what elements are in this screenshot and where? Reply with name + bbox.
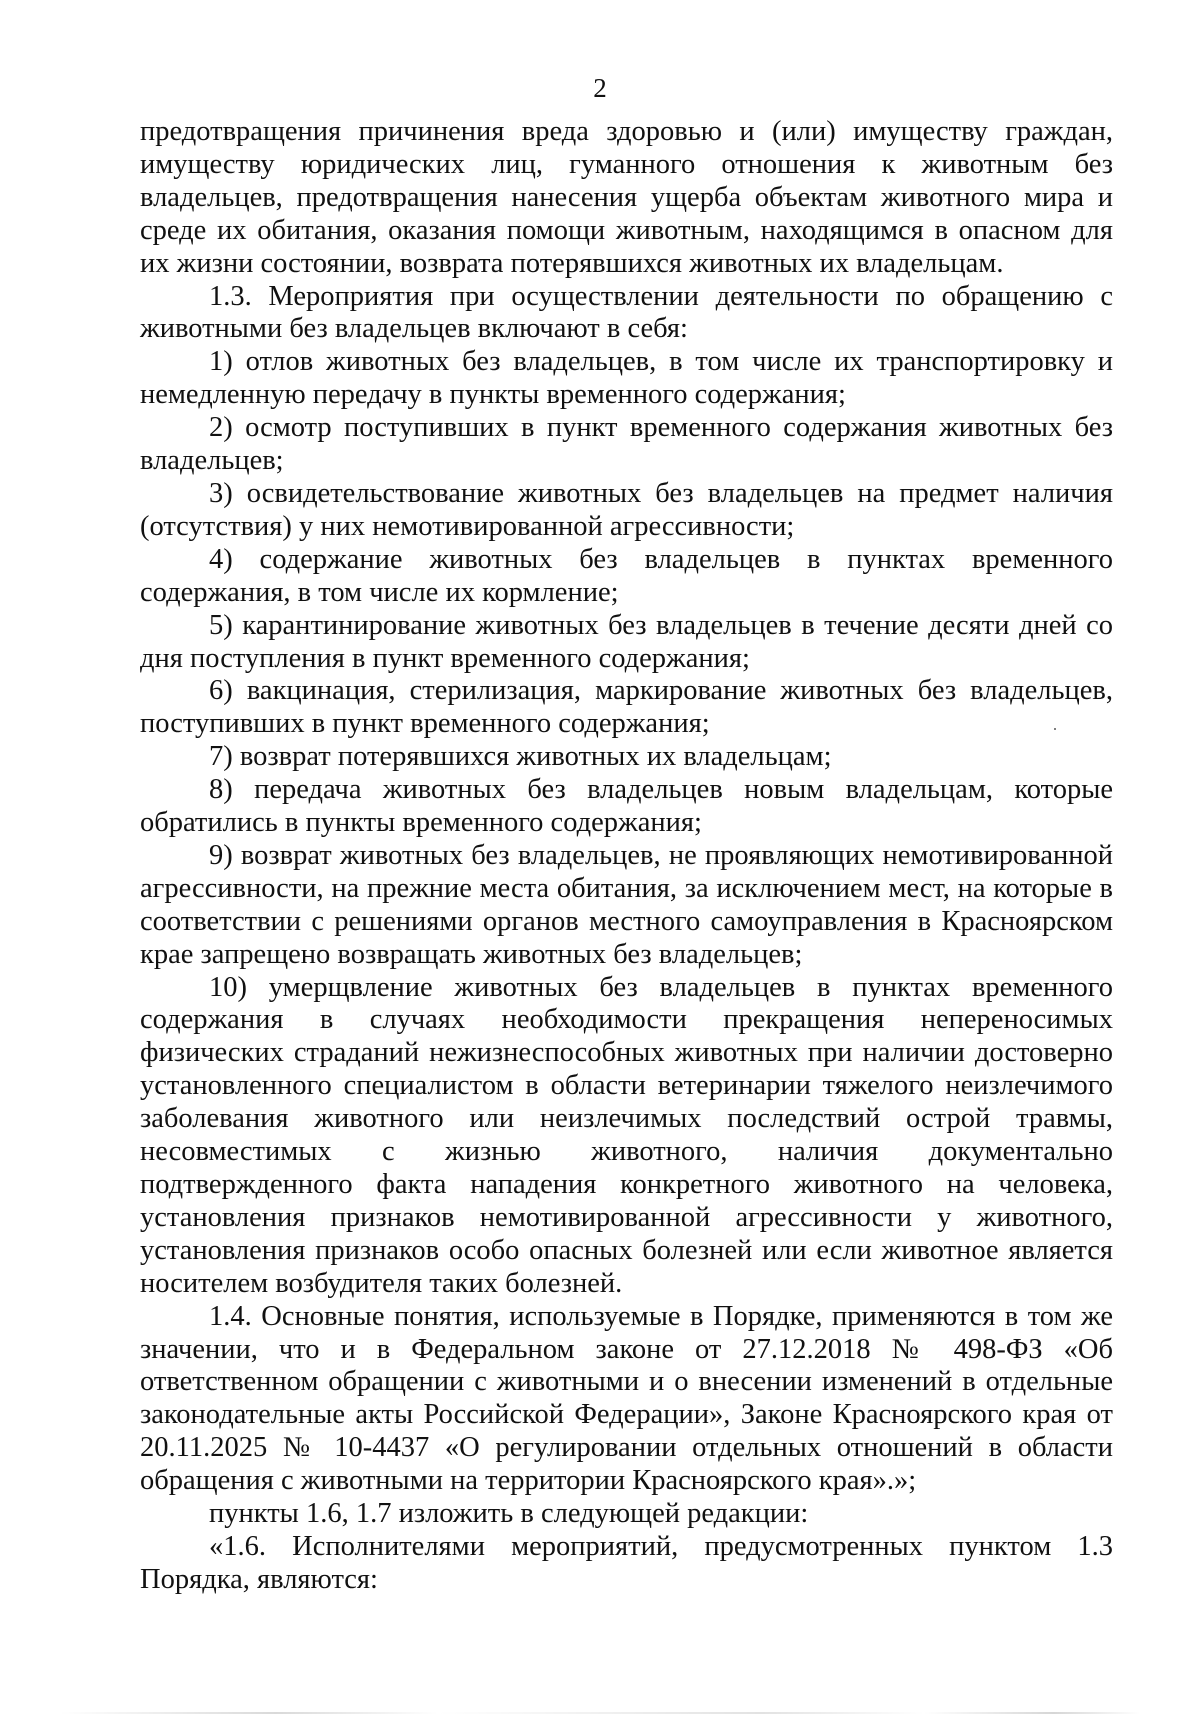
list-item-5: 5) карантинирование животных без владельцев в течение десяти дней со дня поступления в пункт временного содержания; <box>140 609 1113 674</box>
document-body <box>140 116 1113 1597</box>
scan-speck <box>1054 728 1056 730</box>
list-item-7: 7) возврат потерявшихся животных их владельцам; <box>209 741 832 773</box>
list-item-6: 6) вакцинация, стерилизация, маркирование животных без владельцев, поступивших в пункт временного содержания; <box>140 675 1113 740</box>
list-item-1: 1) отлов животных без владельцев, в том числе их транспортировку и немедленную передачу в пункты временного содержания; <box>140 346 1113 411</box>
list-item-4: 4) содержание животных без владельцев в пунктах временного содержания, в том числе их кормление; <box>140 543 1113 608</box>
list-item-8: 8) передача животных без владельцев новым владельцам, которые обратились в пункты временного содержания; <box>140 774 1113 839</box>
list-item-10: 10) умерщвление животных без владельцев в пунктах временного содержания в случаях необходимости прекращения непереносимых физических страданий нежизнеспособных животных при наличии достоверно установленного специалистом в области ветеринарии тяжелого неизлечимого заболевания животного или неизлечимых последствий острой травмы, несовместимых с жизнью животного, наличия документально подтвержденного факта нападения конкретного животного на человека, установления признаков немотивированной агрессивности у животного, установления признаков особо опасных болезней или если животное является носителем возбудителя таких болезней. <box>140 971 1113 1299</box>
paragraph-1-6: «1.6. Исполнителями мероприятий, предусмотренных пунктом 1.3 Порядка, являются: <box>140 1530 1113 1595</box>
list-item-2: 2) осмотр поступивших в пункт временного содержания животных без владельцев; <box>140 412 1113 477</box>
scan-edge-noise <box>60 1712 1140 1714</box>
paragraph-1-4: 1.4. Основные понятия, используемые в Порядке, применяются в том же значении, что и в Федеральном законе от 27.12.2018 № 498-ФЗ «Об ответственном обращении с животными и о внесении изменений в отдельные законодательные акты Российской Федерации», Законе Красноярского края от 20.11.2025 № 10-4437 «О регулировании отдельных отношений в области обращения с животными на территории Красноярского края».»; <box>140 1300 1113 1497</box>
page-number: 2 <box>593 73 607 103</box>
paragraph-purpose-continuation: предотвращения причинения вреда здоровью и (или) имуществу граждан, имуществу юридических лиц, гуманного отношения к животным без владельцев, предотвращения нанесения ущерба объектам животного мира и среде их обитания, оказания помощи животным, находящимся в опасном для их жизни состоянии, возврата потерявшихся животных их владельцам. <box>140 116 1113 279</box>
paragraph-1-3: 1.3. Мероприятия при осуществлении деятельности по обращению с животными без владельцев включают в себя: <box>140 280 1113 345</box>
paragraph-amendment-intro: пункты 1.6, 1.7 изложить в следующей редакции: <box>209 1498 809 1530</box>
list-item-3: 3) освидетельствование животных без владельцев на предмет наличия (отсутствия) у них немотивированной агрессивности; <box>140 477 1113 542</box>
list-item-9: 9) возврат животных без владельцев, не проявляющих немотивированной агрессивности, на прежние места обитания, за исключением мест, на которые в соответствии с решениями органов местного самоуправления в Красноярском крае запрещено возвращать животных без владельцев; <box>140 839 1113 970</box>
